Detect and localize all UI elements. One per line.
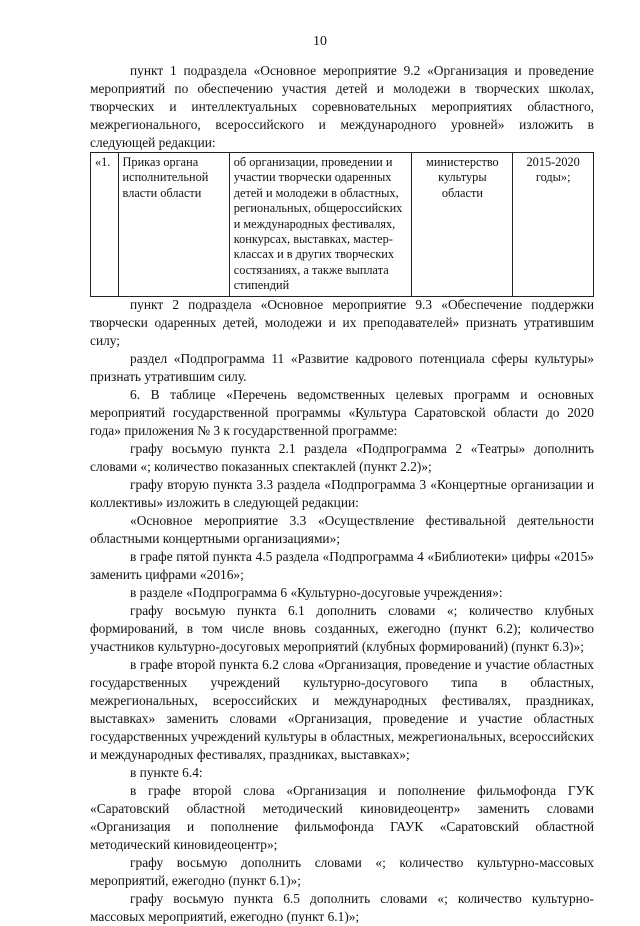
intro-paragraph: пункт 1 подраздела «Основное мероприятие 9.2 «Организация и проведение мероприятий по обеспечению участия детей и молодежи в творческих школах, творческих и интеллектуальных соревновательных мероприятиях областного, межрегионального, всероссийского и международного уровней» изложить в следующей редакции: (90, 63, 594, 150)
paragraph: пункт 2 подраздела «Основное мероприятие 9.3 «Обеспечение поддержки творчески одаренных детей, молодежи и их преподавателей» признать утратившим силу; (90, 297, 594, 348)
paragraph: в пункте 6.4: (130, 765, 203, 780)
intro-block (90, 62, 594, 152)
table-cell-executor: министерство культуры области (412, 153, 513, 297)
measure-table (90, 152, 594, 297)
paragraph: раздел «Подпрограмма 11 «Развитие кадрового потенциала сферы культуры» признать утратившим силу. (90, 351, 594, 384)
paragraph: в разделе «Подпрограмма 6 «Культурно-досуговые учреждения»: (130, 585, 503, 600)
paragraph: графу восьмую пункта 6.1 дополнить словами «; количество клубных формирований, в том числе вновь созданных, ежегодно (пункт 6.2); количество участников культурно-досуговых мероприятий (клубных формирований) (пункт 6.3)»; (90, 603, 594, 654)
paragraph: 6. В таблице «Перечень ведомственных целевых программ и основных мероприятий государственной программы «Культура Саратовской области до 2020 года» приложения № 3 к государственной программе: (90, 387, 594, 438)
paragraph: графу восьмую пункта 2.1 раздела «Подпрограмма 2 «Театры» дополнить словами «; количество показанных спектаклей (пункт 2.2)»; (90, 441, 594, 474)
table-cell-description: об организации, проведении и участии творчески одаренных детей и молодежи в областных, региональных, общероссийских и международных фестивалях, конкурсах, выставках, мастер-классах и в других творческих состязаниях, а также выплата стипендий (229, 153, 412, 297)
page-number: 10 (313, 34, 327, 49)
paragraph: «Основное мероприятие 3.3 «Осуществление фестивальной деятельности областными концертными организациями»; (90, 513, 594, 546)
paragraph: в графе второй слова «Организация и пополнение фильмофонда ГУК «Саратовский областной методический киновидеоцентр» заменить словами «Организация и пополнение фильмофонда ГАУК «Саратовский областной методический киновидеоцентр»; (90, 783, 594, 852)
table-cell-number: «1. (91, 153, 119, 297)
table-row (91, 153, 594, 297)
body-text (90, 296, 594, 926)
table-cell-period: 2015-2020 годы»; (513, 153, 594, 297)
paragraph: в графе второй пункта 6.2 слова «Организация, проведение и участие областных государственных учреждений культурно-досугового типа в областных, межрегиональных, всероссийских и международных фестивалях, праздниках, выставках» заменить словами «Организация, проведение и участие областных государственных учреждений культуры в областных, межрегиональных, всероссийских и международных фестивалях, праздниках, выставках»; (90, 657, 594, 762)
paragraph: графу восьмую дополнить словами «; количество культурно-массовых мероприятий, ежегодно (пункт 6.1)»; (90, 855, 594, 888)
table-cell-document: Приказ органа исполнительной власти области (118, 153, 229, 297)
paragraph: в графе пятой пункта 4.5 раздела «Подпрограмма 4 «Библиотеки» цифры «2015» заменить цифрами «2016»; (90, 549, 594, 582)
paragraph: графу вторую пункта 3.3 раздела «Подпрограмма 3 «Концертные организации и коллективы» изложить в следующей редакции: (90, 477, 594, 510)
paragraph: графу восьмую пункта 6.5 дополнить словами «; количество культурно-массовых мероприятий, ежегодно (пункт 6.1)»; (90, 891, 594, 924)
